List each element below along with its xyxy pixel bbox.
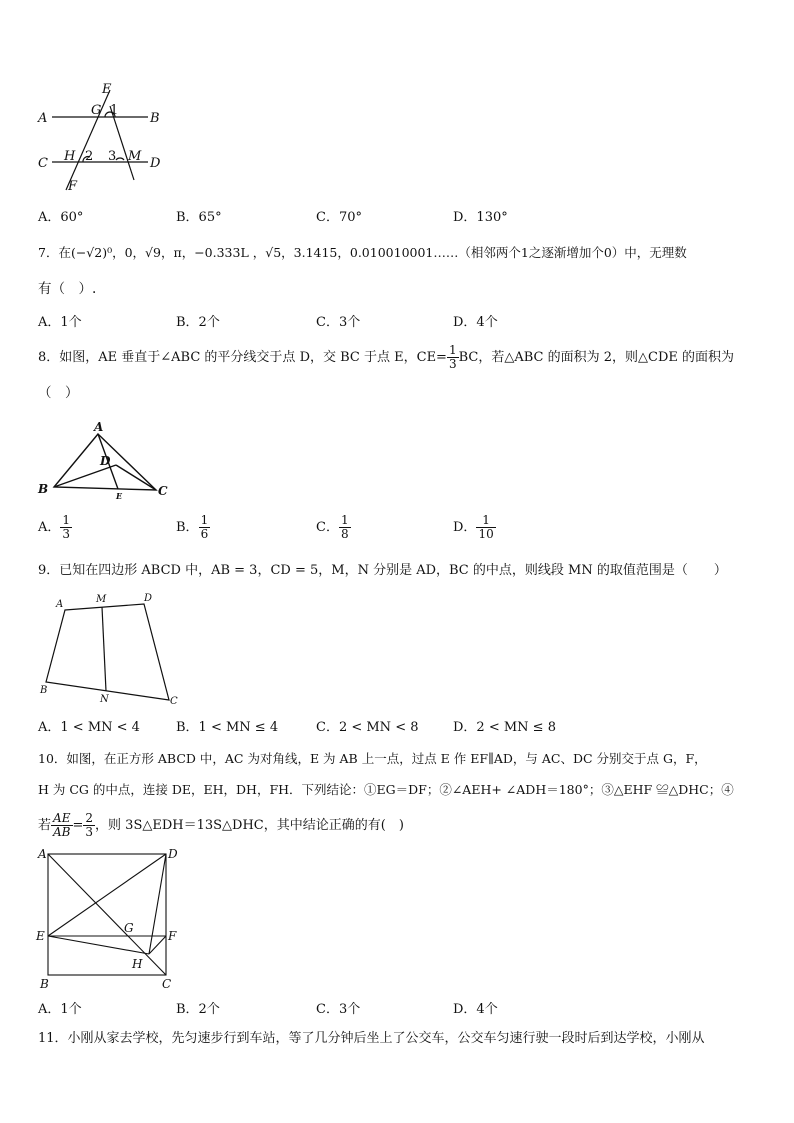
q8-option-d[interactable]: D． $\frac{1}{10}$ <box>453 513 494 541</box>
fig10-label-C: C <box>162 977 172 991</box>
q9-options <box>38 716 758 738</box>
fig8-label-E: E <box>116 491 123 501</box>
q10-ratio-fraction: $\frac{AE}{AB}$ <box>53 811 71 839</box>
q10-options <box>38 998 758 1020</box>
fig10-label-E: E <box>36 929 45 943</box>
fig10-label-G: G <box>124 921 134 935</box>
q7-stem-line1: 7．在(−√2)⁰，0，√9，π，−0.333L ，√5，3.1415，0.010010001……（相邻两个1之逐渐增加个0）中，无理数 <box>38 245 687 260</box>
q10-option-d[interactable]: D．4个 <box>453 1002 498 1017</box>
fig9-label-D: D <box>144 593 153 604</box>
q10-stem-line2: H 为 CG 的中点，连接 DE，EH，DH，FH．下列结论：①EG＝DF；②∠AEH+ ∠ADH＝180°；③△EHF ≌△DHC；④ <box>38 782 734 797</box>
fig9-label-N: N <box>100 694 109 705</box>
fig6-label-G: G <box>91 103 102 118</box>
fig6-label-2: 2 <box>85 149 94 164</box>
q9-option-a[interactable]: A．1 < MN < 4 <box>38 720 140 735</box>
fig6-label-E: E <box>102 82 112 97</box>
fig6-label-A: A <box>38 111 48 126</box>
fig8-label-C: C <box>158 484 168 498</box>
figure-triangle-abc <box>36 420 176 502</box>
fig6-label-B: B <box>150 111 160 126</box>
q8-stem-fraction: $\frac{1}{3}$ <box>448 343 457 371</box>
fig6-label-3: 3 <box>108 149 117 164</box>
q9-option-c[interactable]: C．2 < MN < 8 <box>316 720 419 735</box>
fig6-label-F: F <box>68 179 78 194</box>
q8-option-c[interactable]: C． $\frac{1}{8}$ <box>316 513 349 541</box>
q10-option-a[interactable]: A．1个 <box>38 1002 82 1017</box>
q7-option-d[interactable]: D．4个 <box>453 315 498 330</box>
fig10-label-B: B <box>40 977 49 991</box>
fig8-label-B: B <box>38 482 49 496</box>
fig6-label-D: D <box>150 156 161 171</box>
fig10-label-D: D <box>168 847 178 861</box>
fig9-label-B: B <box>40 685 48 696</box>
fig10-label-H: H <box>132 957 143 971</box>
q6-option-d[interactable]: D．130° <box>453 210 508 225</box>
q9-stem: 9．已知在四边形 ABCD 中，AB = 3，CD = 5，M，N 分别是 AD，BC 的中点，则线段 MN 的取值范围是（ ） <box>38 563 727 578</box>
q7-options <box>38 311 758 333</box>
q6-option-c[interactable]: C．70° <box>316 210 362 225</box>
q10-option-b[interactable]: B．2个 <box>176 1002 220 1017</box>
q7-stem-line2: 有（ ）. <box>38 281 97 297</box>
q8-options <box>38 514 758 554</box>
fig6-label-H: H <box>64 149 76 164</box>
figure-quadrilateral <box>36 590 186 710</box>
q6-options <box>38 206 758 228</box>
q8-option-b[interactable]: B． $\frac{1}{6}$ <box>176 513 209 541</box>
q10-value-fraction: $\frac{2}{3}$ <box>85 811 94 839</box>
fig6-label-1: 1 <box>110 103 119 118</box>
q8-stem-before: 8．如图，AE 垂直于∠ABC 的平分线交于点 D，交 BC 于点 E，CE= <box>38 350 447 365</box>
fig9-label-A: A <box>56 599 64 610</box>
q9-option-d[interactable]: D．2 < MN ≤ 8 <box>453 720 556 735</box>
q8-stem-line1 <box>38 344 734 371</box>
fig8-label-A: A <box>94 420 104 434</box>
fig8-label-D: D <box>100 454 111 468</box>
q9-option-b[interactable]: B．1 < MN ≤ 4 <box>176 720 279 735</box>
q7-option-a[interactable]: A．1个 <box>38 315 82 330</box>
q6-option-b[interactable]: B．65° <box>176 210 222 225</box>
fig10-label-A: A <box>38 847 47 861</box>
q7-option-c[interactable]: C．3个 <box>316 315 361 330</box>
fig6-label-M: M <box>128 149 142 164</box>
fig10-label-F: F <box>168 929 177 943</box>
q10-option-c[interactable]: C．3个 <box>316 1002 361 1017</box>
q11-stem: 11．小刚从家去学校，先匀速步行到车站，等了几分钟后坐上了公交车，公交车匀速行驶一段时后到达学校，小刚从 <box>38 1031 705 1046</box>
q10-stem-line3: 若 $\frac{AE}{AB}$ = $\frac{2}{3}$ ，则 3S△EDH＝13S△DHC，其中结论正确的有( ) <box>38 811 404 839</box>
fig6-label-C: C <box>38 156 48 171</box>
q8-stem-line2: （ ） <box>38 385 79 401</box>
figure-square-abcd <box>34 844 184 992</box>
q7-option-b[interactable]: B．2个 <box>176 315 220 330</box>
fig9-label-M: M <box>96 594 107 605</box>
q10-stem-line1: 10．如图，在正方形 ABCD 中，AC 为对角线，E 为 AB 上一点，过点 E 作 EF∥AD，与 AC、DC 分别交于点 G，F， <box>38 751 707 766</box>
figure-parallel-lines <box>36 80 176 195</box>
fig9-label-C: C <box>170 696 178 707</box>
q8-option-a[interactable]: A． $\frac{1}{3}$ <box>38 513 71 541</box>
q8-stem-after: BC，若△ABC 的面积为 2，则△CDE 的面积为 <box>458 350 734 365</box>
q6-option-a[interactable]: A．60° <box>38 210 84 225</box>
